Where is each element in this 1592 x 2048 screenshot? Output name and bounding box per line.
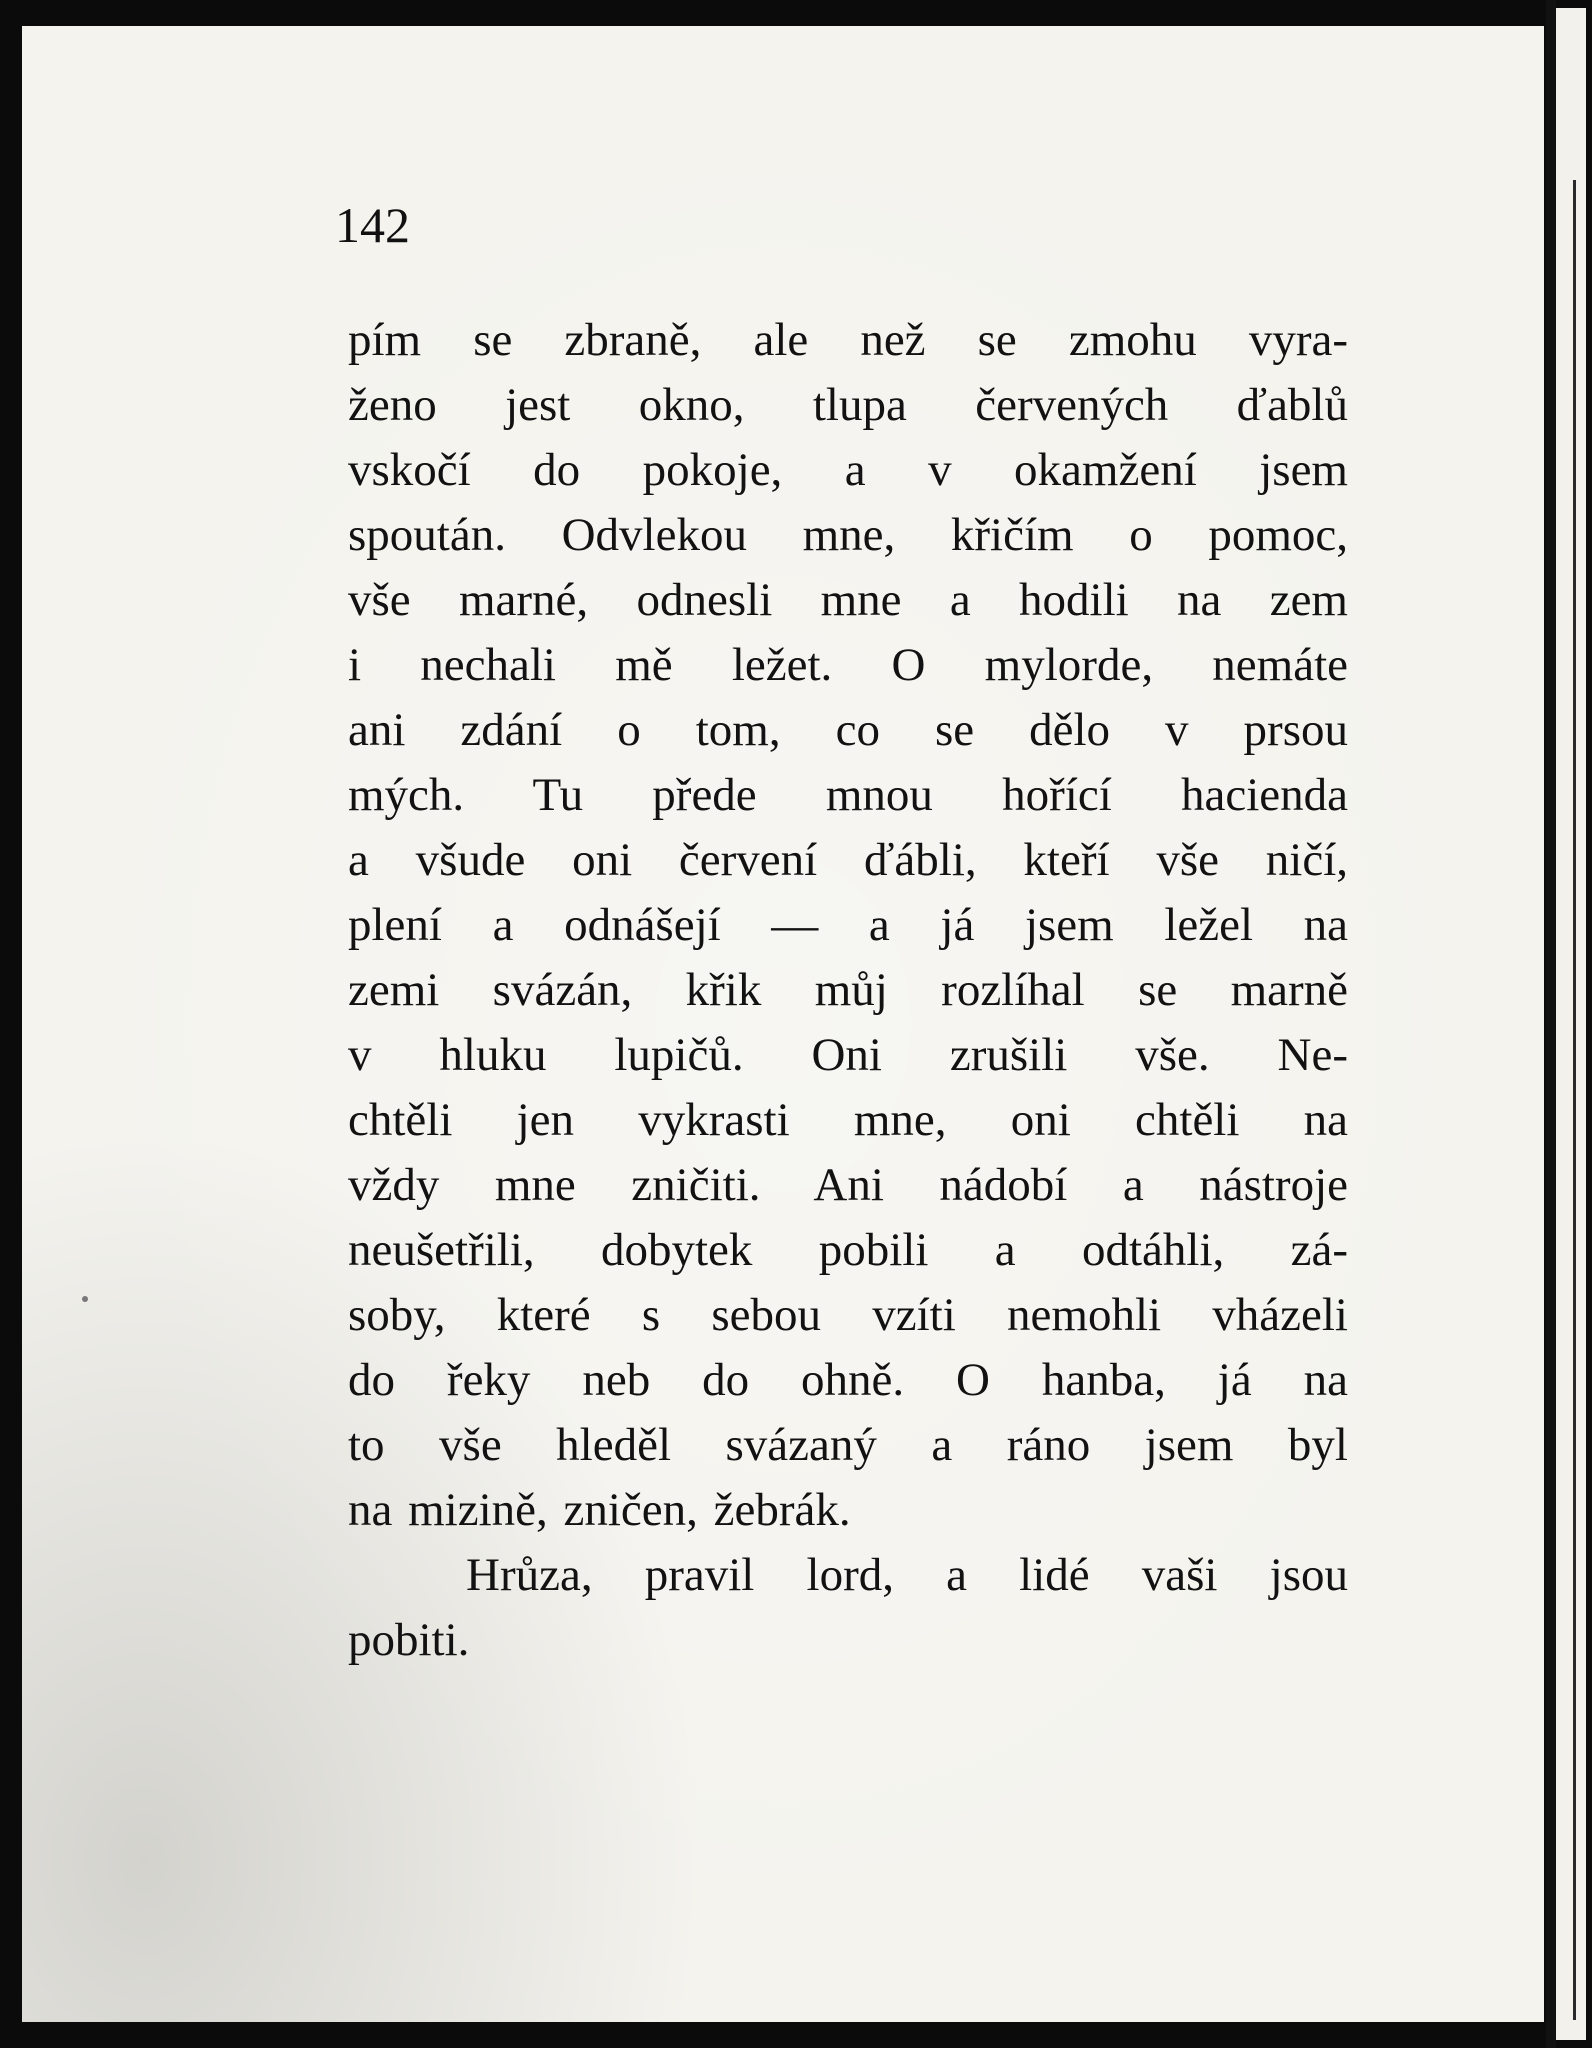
text-line: chtěli jen vykrasti mne, oni chtěli na bbox=[348, 1094, 1348, 1146]
text-line: vše marné, odnesli mne a hodili na zem bbox=[348, 574, 1348, 626]
text-line: mých. Tu přede mnou hořící hacienda bbox=[348, 769, 1348, 821]
text-line: plení a odnášejí — a já jsem ležel na bbox=[348, 899, 1348, 951]
adjacent-page-edge bbox=[1556, 8, 1586, 2040]
text-line: vždy mne zničiti. Ani nádobí a nástroje bbox=[348, 1159, 1348, 1211]
text-line: a všude oni červení ďábli, kteří vše ničí, bbox=[348, 834, 1348, 886]
text-line: do řeky neb do ohně. O hanba, já na bbox=[348, 1354, 1348, 1406]
text-line: vskočí do pokoje, a v okamžení jsem bbox=[348, 444, 1348, 496]
text-line: i nechali mě ležet. O mylorde, nemáte bbox=[348, 639, 1348, 691]
adjacent-page-line bbox=[1573, 180, 1576, 2020]
text-line: pobiti. bbox=[348, 1614, 470, 1666]
text-line: soby, které s sebou vzíti nemohli vházeli bbox=[348, 1289, 1348, 1341]
text-line: v hluku lupičů. Oni zrušili vše. Ne- bbox=[348, 1029, 1348, 1081]
text-line: neušetřili, dobytek pobili a odtáhli, zá- bbox=[348, 1224, 1348, 1276]
text-line: spoután. Odvlekou mne, křičím o pomoc, bbox=[348, 509, 1348, 561]
text-line: pím se zbraně, ale než se zmohu vyra- bbox=[348, 314, 1348, 366]
text-line: na mizině, zničen, žebrák. bbox=[348, 1484, 851, 1536]
text-line: ani zdání o tom, co se dělo v prsou bbox=[348, 704, 1348, 756]
text-line: to vše hleděl svázaný a ráno jsem byl bbox=[348, 1419, 1348, 1471]
body-text bbox=[348, 308, 1348, 1673]
page-number: 142 bbox=[335, 197, 410, 253]
page-edge-shadow bbox=[1546, 0, 1556, 2048]
text-line: zemi svázán, křik můj rozlíhal se marně bbox=[348, 964, 1348, 1016]
paragraph-start-line: Hrůza, pravil lord, a lidé vaši jsou bbox=[466, 1549, 1348, 1601]
text-line: ženo jest okno, tlupa červených ďablů bbox=[348, 379, 1348, 431]
paper-speck bbox=[82, 1296, 88, 1302]
